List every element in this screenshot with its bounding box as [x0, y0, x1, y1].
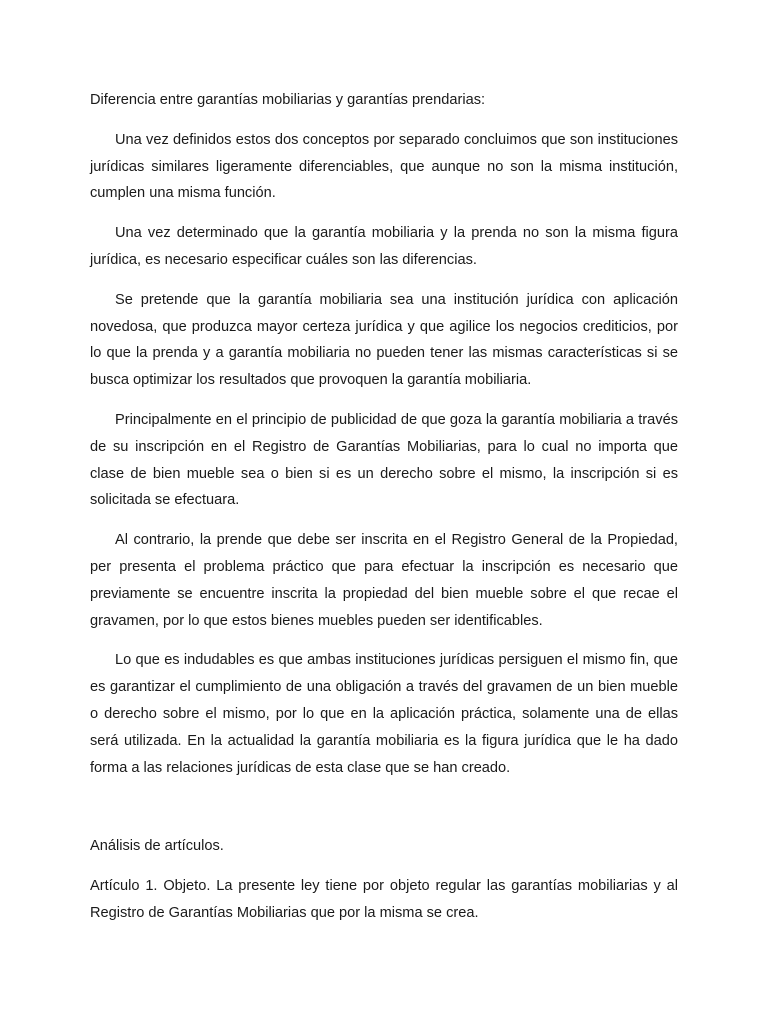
paragraph-3: Se pretende que la garantía mobiliaria sea una institución jurídica con aplicación novedosa, que produzca mayor certeza jurídica y que agilice los negocios crediticios, por lo que la prenda y a garantía mobiliaria no pueden tener las mismas características si se busca optimizar los resultados que provoquen la garantía mobiliaria. — [90, 291, 678, 389]
document-page — [90, 87, 678, 940]
document-heading: Diferencia entre garantías mobiliarias y garantías prendarias: — [90, 92, 486, 108]
section-spacer — [90, 794, 678, 833]
paragraph-1: Una vez definidos estos dos conceptos por separado concluimos que son instituciones jurídicas similares ligeramente diferenciables, que aunque no son la misma institución, cumplen una misma función. — [90, 131, 678, 202]
paragraph-2: Una vez determinado que la garantía mobiliaria y la prenda no son la misma figura jurídica, es necesario especificar cuáles son las diferencias. — [90, 225, 678, 268]
article-1-text: Artículo 1. Objeto. La presente ley tiene por objeto regular las garantías mobiliarias y al Registro de Garantías Mobiliarias que por la misma se crea. — [90, 878, 678, 921]
paragraph-5: Al contrario, la prende que debe ser inscrita en el Registro General de la Propiedad, per presenta el problema práctico que para efectuar la inscripción es necesario que previamente se encuentre inscrita la propiedad del bien mueble sobre el que recae el gravamen, por lo que estos bienes muebles pueden ser identificables. — [90, 532, 678, 629]
paragraph-4: Principalmente en el principio de publicidad de que goza la garantía mobiliaria a través de su inscripción en el Registro de Garantías Mobiliarias, para lo cual no importa que clase de bien mueble sea o bien si es un derecho sobre el mismo, la inscripción si es solicitada se efectuara. — [90, 411, 678, 509]
paragraph-6: Lo que es indudables es que ambas instituciones jurídicas persiguen el mismo fin, que es garantizar el cumplimiento de una obligación a través del gravamen de un bien mueble o derecho sobre el mismo, por lo que en la aplicación práctica, solamente una de ellas será utilizada. En la actualidad la garantía mobiliaria es la figura jurídica que le ha dado forma a las relaciones jurídicas de esta clase que se han creado. — [90, 652, 678, 776]
section-heading: Análisis de artículos. — [90, 838, 224, 855]
